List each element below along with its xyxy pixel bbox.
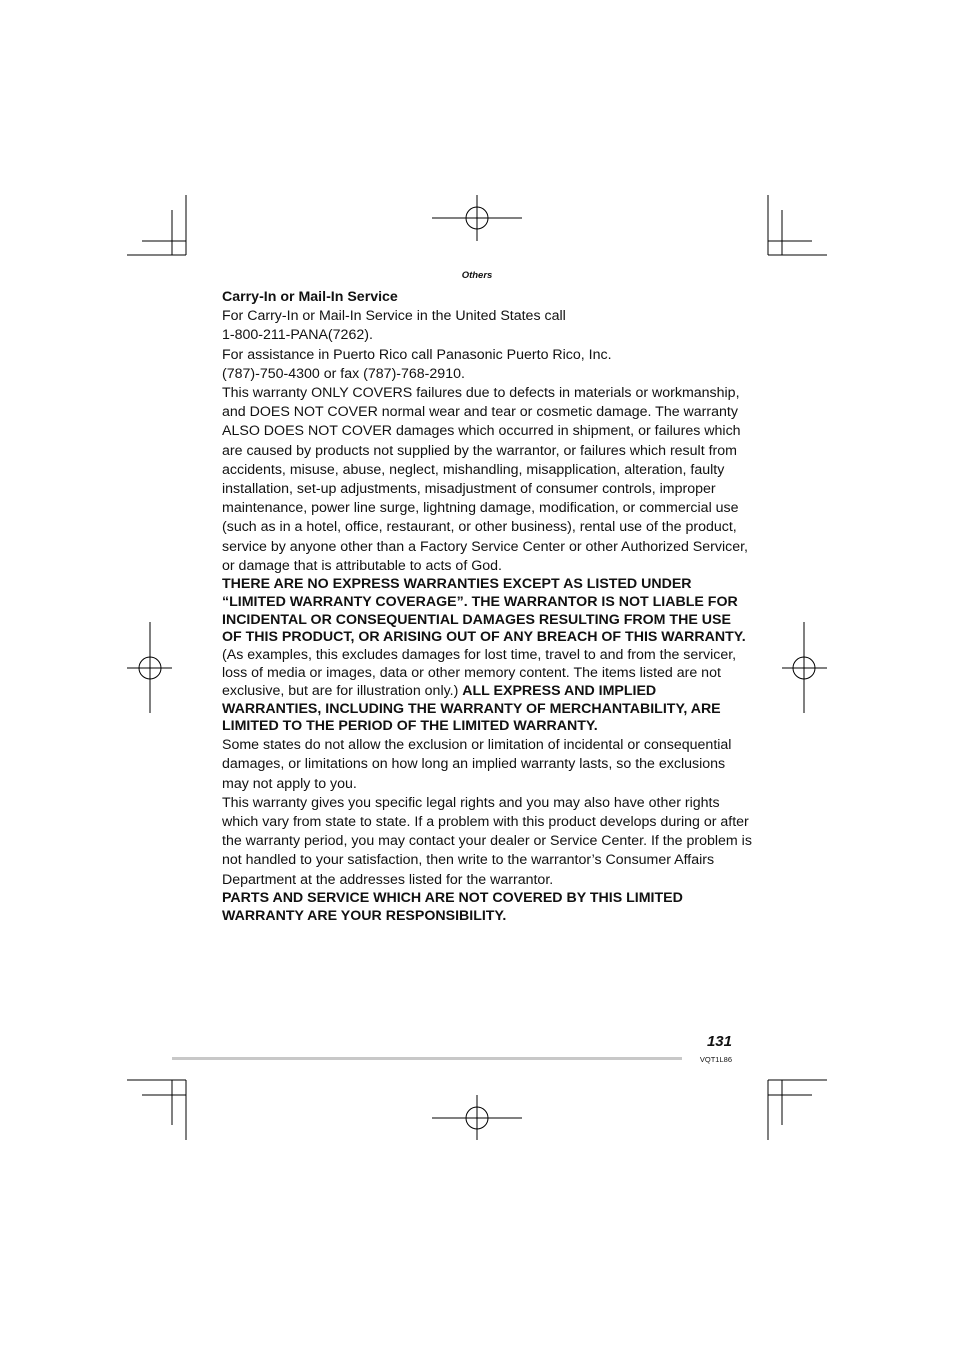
service-heading: Carry-In or Mail-In Service xyxy=(222,289,398,305)
document-code: VQT1L86 xyxy=(699,1055,732,1064)
no-express-warranties-bold: THERE ARE NO EXPRESS WARRANTIES EXCEPT AS LISTED UNDER “LIMITED WARRANTY COVERAGE”. THE WARRANTOR IS NOT LIABLE FOR INCIDENTAL OR CONSEQUENTIAL DAMAGES RESULTING FROM THE USE OF THIS PRODUCT, OR ARISING OUT OF ANY BREACH OF THIS WARRANTY. xyxy=(222,576,746,646)
coverage-paragraph: This warranty ONLY COVERS failures due to defects in materials or workmanship, and DOES NOT COVER normal wear and tear or cosmetic damage. The warranty ALSO DOES NOT COVER damages which occurred in shipment, or failures which are caused by products not supplied by the warrantor, or failures which result from accidents, misuse, abuse, neglect, mishandling, misapplication, alteration, faulty installation, set-up adjustments, misadjustment of consumer controls, improper maintenance, power line surge, lightning damage, modification, or commercial use (such as in a hotel, office, restaurant, or other business), rental use of the product, service by anyone other than a Factory Service Center or other Authorized Servicer, or damage that is attributable to acts of God. xyxy=(222,385,748,574)
registration-mark-top xyxy=(432,195,522,241)
rights-paragraph: This warranty gives you specific legal rights and you may also have other rights which vary from state to state. If a problem with this product develops during or after the warranty period, you may contact your dealer or Service Center. If the problem is not handled to your satisfaction, then write to the warrantor’s Consumer Affairs Department at the addresses listed for the warrantor. xyxy=(222,794,752,888)
examples-text: (As examples, this excludes damages for lost time, travel to and from the servicer, loss of media or images, data or other memory content. The items listed are not exclusive, but are for illustration only.) xyxy=(222,647,737,699)
limitation-paragraph xyxy=(222,576,752,736)
page-number: 131 xyxy=(706,1033,732,1050)
intro-line-2: 1-800-211-PANA(7262). xyxy=(222,327,373,344)
registration-mark-left xyxy=(127,622,172,713)
parts-service-bold: PARTS AND SERVICE WHICH ARE NOT COVERED BY THIS LIMITED WARRANTY ARE YOUR RESPONSIBILITY. xyxy=(222,889,683,924)
section-label: Others xyxy=(461,270,493,281)
implied-warranties-bold: ALL EXPRESS AND IMPLIED WARRANTIES, INCLUDING THE WARRANTY OF MERCHANTABILITY, ARE LIMITED TO THE PERIOD OF THE LIMITED WARRANTY. xyxy=(222,682,721,735)
warranty-text xyxy=(222,288,752,925)
registration-mark-right xyxy=(782,622,827,713)
intro-line-3: For assistance in Puerto Rico call Panasonic Puerto Rico, Inc. xyxy=(222,346,612,363)
intro-line-1: For Carry-In or Mail-In Service in the United States call xyxy=(222,308,566,325)
intro-line-4: (787)-750-4300 or fax (787)-768-2910. xyxy=(222,365,465,382)
states-paragraph: Some states do not allow the exclusion or limitation of incidental or consequential damages, or limitations on how long an implied warranty lasts, so the exclusions may not apply to you. xyxy=(222,737,732,792)
footer-rule xyxy=(172,1057,682,1060)
registration-mark-bottom xyxy=(432,1095,522,1140)
